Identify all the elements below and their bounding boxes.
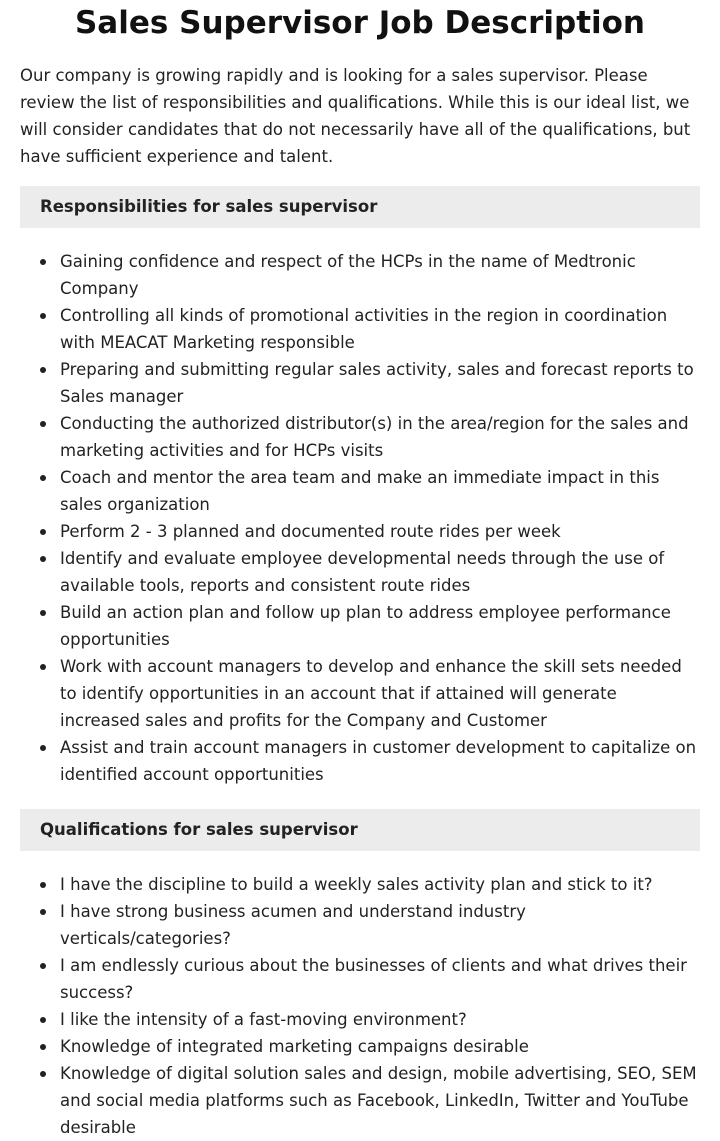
list-item-text: I am endlessly curious about the businesses of clients and what drives their success? bbox=[60, 956, 687, 1002]
responsibility-item bbox=[60, 518, 700, 545]
responsibility-item bbox=[60, 599, 700, 653]
qualification-item bbox=[60, 1006, 700, 1033]
list-item-text: Knowledge of digital solution sales and design, mobile advertising, SEO, SEM and social media platforms such as Facebook, LinkedIn, Twitter and YouTube desirable bbox=[60, 1064, 697, 1137]
page-title: Sales Supervisor Job Description bbox=[74, 5, 646, 41]
bullet-icon bbox=[40, 367, 46, 373]
responsibility-item bbox=[60, 653, 700, 734]
list-item-text: Controlling all kinds of promotional activities in the region in coordination with MEACAT Marketing responsible bbox=[60, 306, 668, 352]
qualifications-heading: Qualifications for sales supervisor bbox=[20, 809, 700, 851]
qualification-item bbox=[60, 871, 700, 898]
responsibility-item bbox=[60, 734, 700, 788]
responsibility-item bbox=[60, 302, 700, 356]
responsibility-item bbox=[60, 248, 700, 302]
bullet-icon bbox=[40, 909, 46, 915]
bullet-icon bbox=[40, 1044, 46, 1050]
responsibility-item bbox=[60, 464, 700, 518]
bullet-icon bbox=[40, 963, 46, 969]
bullet-icon bbox=[40, 664, 46, 670]
responsibility-item bbox=[60, 410, 700, 464]
qualification-item bbox=[60, 1060, 700, 1141]
list-item-text: Work with account managers to develop and enhance the skill sets needed to identify opportunities in an account that if attained will generate increased sales and profits for the Company and Customer bbox=[60, 657, 682, 730]
list-item-text: I have strong business acumen and understand industry verticals/categories? bbox=[60, 902, 526, 948]
list-item-text: Knowledge of integrated marketing campaigns desirable bbox=[60, 1037, 529, 1056]
list-item-text: Coach and mentor the area team and make an immediate impact in this sales organization bbox=[60, 468, 660, 514]
intro-paragraph: Our company is growing rapidly and is looking for a sales supervisor. Please review the list of responsibilities and qualifications. While this is our ideal list, we will consider candidates that do not necessarily have all of the qualifications, but have sufficient experience and talent. bbox=[20, 66, 691, 166]
responsibility-item bbox=[60, 545, 700, 599]
list-item-text: Assist and train account managers in customer development to capitalize on identified account opportunities bbox=[60, 738, 697, 784]
list-item-text: Build an action plan and follow up plan to address employee performance opportunities bbox=[60, 603, 671, 649]
list-item-text: Identify and evaluate employee developmental needs through the use of available tools, reports and consistent route rides bbox=[60, 549, 665, 595]
list-item-text: Perform 2 - 3 planned and documented route rides per week bbox=[60, 522, 561, 541]
qualification-item bbox=[60, 952, 700, 1006]
list-item-text: Conducting the authorized distributor(s) in the area/region for the sales and marketing activities and for HCPs visits bbox=[60, 414, 689, 460]
responsibilities-list bbox=[20, 248, 700, 788]
bullet-icon bbox=[40, 882, 46, 888]
responsibilities-heading: Responsibilities for sales supervisor bbox=[20, 186, 700, 228]
bullet-icon bbox=[40, 421, 46, 427]
bullet-icon bbox=[40, 610, 46, 616]
bullet-icon bbox=[40, 1017, 46, 1023]
qualification-item bbox=[60, 1033, 700, 1060]
list-item-text: I have the discipline to build a weekly sales activity plan and stick to it? bbox=[60, 875, 653, 894]
list-item-text: Preparing and submitting regular sales activity, sales and forecast reports to Sales manager bbox=[60, 360, 694, 406]
bullet-icon bbox=[40, 745, 46, 751]
bullet-icon bbox=[40, 529, 46, 535]
bullet-icon bbox=[40, 259, 46, 265]
bullet-icon bbox=[40, 1071, 46, 1077]
list-item-text: I like the intensity of a fast-moving environment? bbox=[60, 1010, 467, 1029]
list-item-text: Gaining confidence and respect of the HCPs in the name of Medtronic Company bbox=[60, 252, 636, 298]
bullet-icon bbox=[40, 313, 46, 319]
bullet-icon bbox=[40, 475, 46, 481]
bullet-icon bbox=[40, 556, 46, 562]
qualifications-list bbox=[20, 871, 700, 1141]
qualification-item bbox=[60, 898, 700, 952]
responsibility-item bbox=[60, 356, 700, 410]
